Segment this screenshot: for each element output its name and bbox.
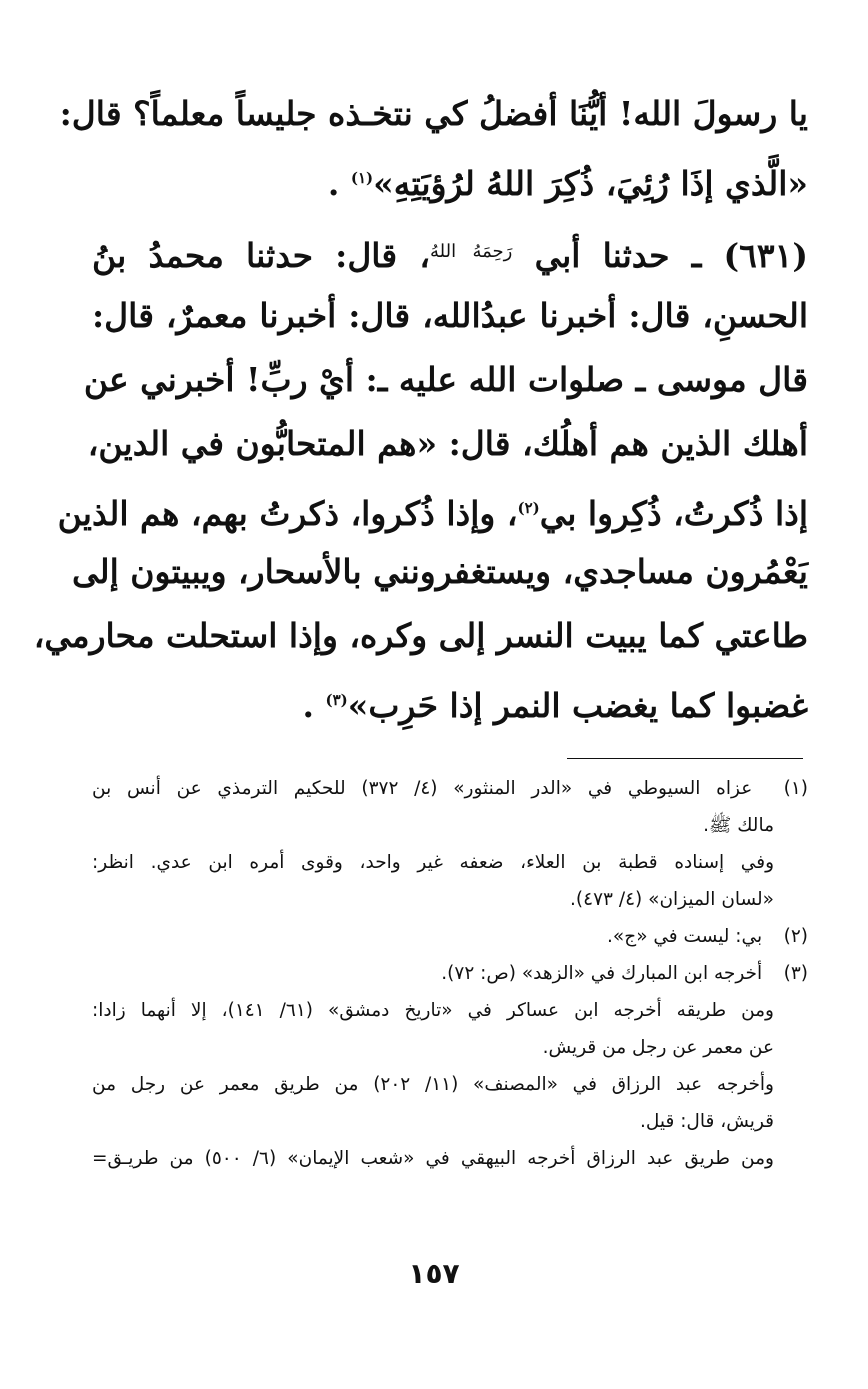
footnote-3-line: قريش، قال: قيل. — [640, 1111, 774, 1132]
text-line: طاعتي كما يبيت النسر إلى وكره، وإذا استحلت محارمي، — [33, 616, 808, 655]
footnote-3-line — [92, 955, 808, 992]
footnote-2-line — [92, 918, 808, 955]
text-segment: غضبوا كما يغضب النمر إذا حَرِب» — [347, 686, 808, 725]
footnote-number: (٣) — [783, 963, 808, 984]
footnote-separator — [567, 758, 803, 759]
footnote-1-line — [92, 770, 808, 807]
text-segment: إذا ذُكرتُ، ذُكِروا بي — [539, 494, 808, 533]
honorific-glyph: رَحِمَهُ اللهُ — [429, 241, 513, 262]
text-segment: «الَّذي إذَا رُئِيَ، ذُكِرَ اللهُ لرُؤيَتِهِ» — [373, 164, 808, 203]
text-line — [92, 668, 808, 732]
period: . — [327, 164, 340, 203]
footnote-1-line: وفي إسناده قطبة بن العلاء، ضعفه غير واحد، وقوى أمره ابن عدي. انظر: — [92, 852, 774, 873]
footnote-3-line: ومن طريق عبد الرزاق أخرجه البيهقي في «شعب الإيمان» (٦/ ٥٠٠) من طريـق= — [92, 1148, 774, 1169]
text-segment: (٦٣١) ـ حدثنا أبي — [534, 236, 808, 275]
footnote-1-line: «لسان الميزان» (٤/ ٤٧٣). — [570, 889, 774, 910]
footnote-number: (٢) — [783, 926, 808, 947]
main-text — [33, 82, 808, 732]
footnote-number: (١) — [783, 778, 808, 799]
text-line: أهلك الذين هم أهلُك، قال: «هم المتحابُّون في الدين، — [87, 424, 808, 463]
footnotes — [92, 770, 808, 1177]
text-segment: ، وإذا ذُكروا، ذكرتُ بهم، هم الذين — [57, 494, 518, 533]
footnote-3-line: ومن طريقه أخرجه ابن عساكر في «تاريخ دمشق» (٦١/ ١٤١)، إلا أنهما زادا: — [92, 1000, 774, 1021]
text-line — [57, 476, 808, 540]
text-line — [92, 146, 808, 210]
footnote-ref: (٢) — [517, 499, 540, 517]
text-line: قال موسى ـ صلوات الله عليه ـ: أيْ ربِّ! أخبرني عن — [83, 360, 808, 399]
period: . — [302, 686, 314, 725]
hadith-631-heading-line — [92, 220, 808, 284]
text-line: يَعْمُرون مساجدي، ويستغفرونني بالأسحار، ويبيتون إلى — [72, 552, 808, 591]
footnote-ref: (١) — [350, 169, 374, 187]
text-segment: ، قال: حدثنا محمدُ بنُ — [92, 236, 430, 275]
footnote-1-line: مالك ﷺ. — [703, 815, 774, 836]
footnote-3-line: عن معمر عن رجل من قريش. — [542, 1037, 774, 1058]
footnote-text: أخرجه ابن المبارك في «الزهد» (ص: ٧٢). — [441, 963, 763, 984]
text-line: يا رسولَ الله! أيُّنَا أفضلُ كي نتخـذه جليساً معلماً؟ قال: — [59, 94, 808, 133]
footnote-3-line: وأخرجه عبد الرزاق في «المصنف» (١١/ ٢٠٢) من طريق معمر عن رجل من — [92, 1074, 774, 1095]
text-line: الحسنِ، قال: أخبرنا عبدُالله، قال: أخبرنا معمرٌ، قال: — [92, 296, 808, 335]
footnote-ref: (٣) — [325, 691, 348, 709]
footnote-text: عزاه السيوطي في «الدر المنثور» (٤/ ٣٧٢) للحكيم الترمذي عن أنس بن — [92, 778, 753, 799]
footnote-text: بي: ليست في «ج». — [607, 926, 763, 947]
page-number: ١٥٧ — [408, 1257, 460, 1290]
